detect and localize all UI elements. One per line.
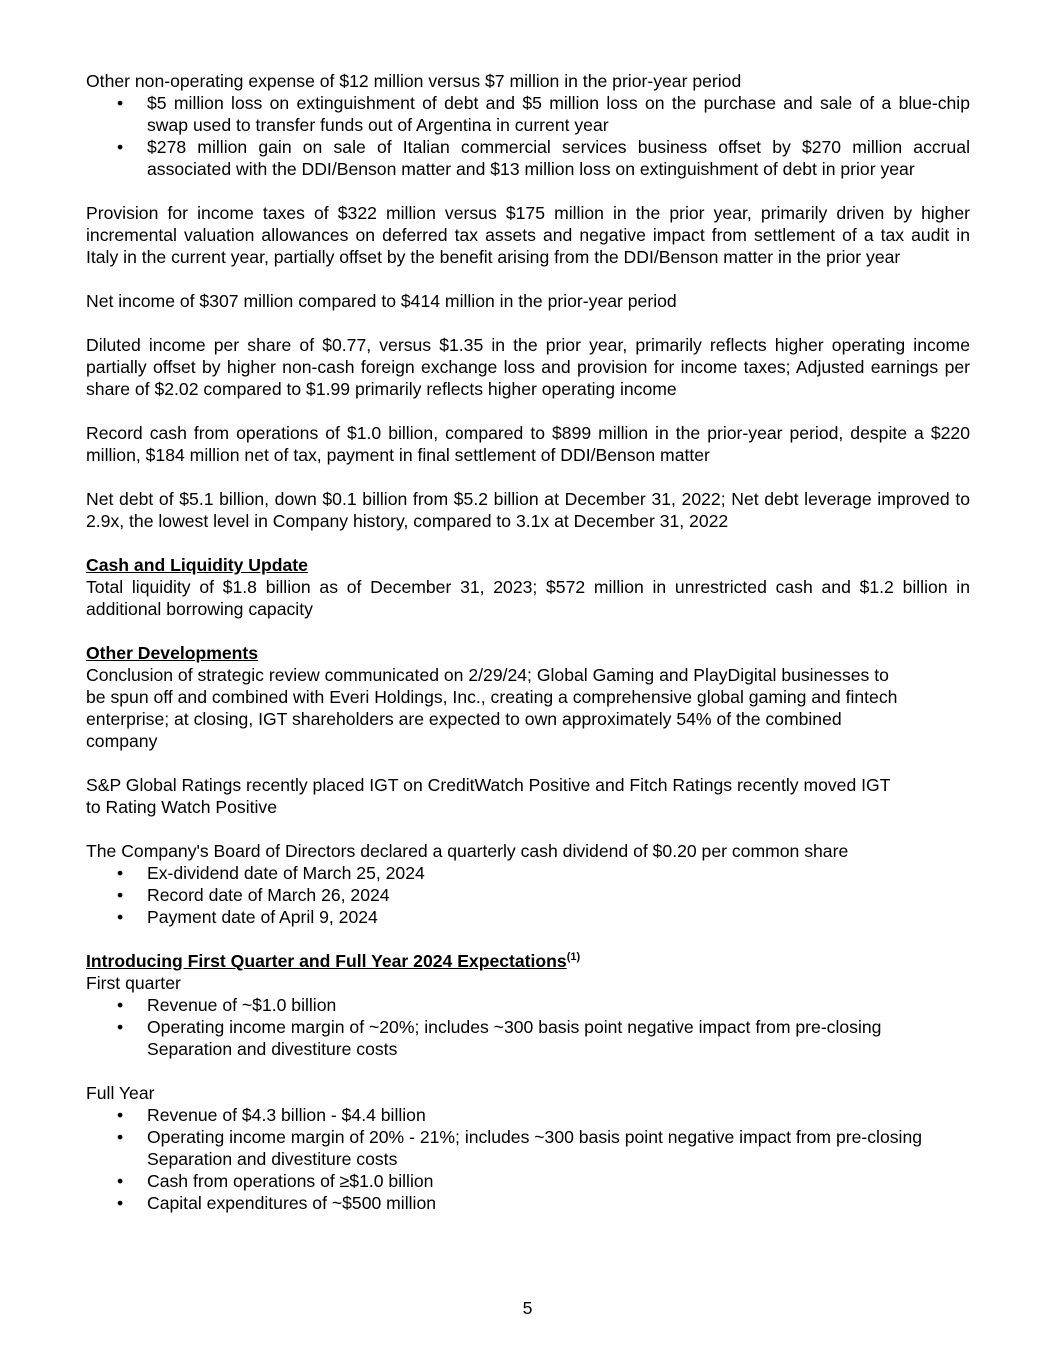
bullet-icon: •: [117, 863, 124, 883]
page-number: 5: [522, 1298, 533, 1318]
non-operating-expense-text: Other non-operating expense of $12 million versus $7 million in the prior-year period: [86, 71, 742, 91]
first-quarter-bullet-list: [86, 994, 970, 1060]
bullet-icon: •: [117, 1017, 124, 1037]
bullet-icon: •: [117, 1105, 124, 1125]
full-year-label: Full Year: [86, 1083, 155, 1103]
list-item: • Ex-dividend date of March 25, 2024: [117, 863, 425, 883]
list-item: • Capital expenditures of ~$500 million: [117, 1193, 437, 1213]
bullet-icon: •: [117, 137, 124, 157]
bullet-icon: •: [117, 1171, 124, 1191]
dividend-bullet-list: [86, 862, 970, 928]
first-quarter-label: First quarter: [86, 973, 181, 993]
net-income-text: Net income of $307 million compared to $414 million in the prior-year period: [86, 291, 677, 311]
full-year-bullet-list: [86, 1104, 970, 1214]
cash-from-operations-text: Record cash from operations of $1.0 billion, compared to $899 million in the prior-year period, despite a $220 million, $184 million net of tax, payment in final settlement of DDI/Benson matter: [86, 423, 970, 465]
list-item: • $5 million loss on extinguishment of debt and $5 million loss on the purchase and sale of a blue-chip swap used to transfer funds out of Argentina in current year: [117, 93, 970, 135]
strategic-review-text: Conclusion of strategic review communicated on 2/29/24; Global Gaming and PlayDigital businesses to be spun off and combined with Everi Holdings, Inc., creating a comprehensive global gaming and fintech enterprise; at closing, IGT shareholders are expected to own approximately 54% of the combined company: [86, 665, 898, 751]
list-item: • Revenue of $4.3 billion - $4.4 billion: [117, 1105, 426, 1125]
dividend-text: The Company's Board of Directors declared a quarterly cash dividend of $0.20 per common share: [86, 841, 849, 861]
non-operating-bullet-list: [86, 92, 970, 180]
bullet-icon: •: [117, 907, 124, 927]
bullet-icon: •: [117, 1127, 124, 1147]
bullet-icon: •: [117, 1193, 124, 1213]
liquidity-heading: Cash and Liquidity Update: [86, 555, 308, 575]
list-item: • Record date of March 26, 2024: [117, 885, 390, 905]
income-tax-provision-text: Provision for income taxes of $322 million versus $175 million in the prior year, primarily driven by higher incremental valuation allowances on deferred tax assets and negative impact from settlement of a tax audit in Italy in the current year, partially offset by the benefit arising from the DDI/Benson matter in the prior year: [86, 203, 970, 267]
list-item: • Operating income margin of ~20%; includes ~300 basis point negative impact from pre-closing Separation and divestiture costs: [117, 1017, 882, 1059]
liquidity-text: Total liquidity of $1.8 billion as of December 31, 2023; $572 million in unrestricted cash and $1.2 billion in additional borrowing capacity: [86, 577, 970, 619]
document-body: [86, 70, 970, 1214]
footnote-mark: (1): [566, 951, 581, 963]
expectations-heading: Introducing First Quarter and Full Year 2024 Expectations$^{(1)}$: [86, 951, 581, 971]
other-developments-heading: Other Developments: [86, 643, 259, 663]
bullet-icon: •: [117, 885, 124, 905]
bullet-icon: •: [117, 995, 124, 1015]
list-item: • Operating income margin of 20% - 21%; includes ~300 basis point negative impact from pre-closing Separation and divestiture costs: [117, 1127, 923, 1169]
diluted-eps-text: Diluted income per share of $0.77, versus $1.35 in the prior year, primarily reflects higher operating income partially offset by higher non-cash foreign exchange loss and provision for income taxes; Adjusted earnings per share of $2.02 compared to $1.99 primarily reflects higher operating income: [86, 335, 970, 399]
net-debt-text: Net debt of $5.1 billion, down $0.1 billion from $5.2 billion at December 31, 2022; Net debt leverage improved to 2.9x, the lowest level in Company history, compared to 3.1x at December 31, 2022: [86, 489, 970, 531]
list-item: • Cash from operations of ≥$1.0 billion: [117, 1171, 434, 1191]
bullet-icon: •: [117, 93, 124, 113]
list-item: • Revenue of ~$1.0 billion: [117, 995, 337, 1015]
ratings-text: S&P Global Ratings recently placed IGT on CreditWatch Positive and Fitch Ratings recently moved IGT to Rating Watch Positive: [86, 775, 891, 817]
list-item: • Payment date of April 9, 2024: [117, 907, 378, 927]
list-item: • $278 million gain on sale of Italian commercial services business offset by $270 million accrual associated with the DDI/Benson matter and $13 million loss on extinguishment of debt in prior year: [117, 137, 970, 179]
